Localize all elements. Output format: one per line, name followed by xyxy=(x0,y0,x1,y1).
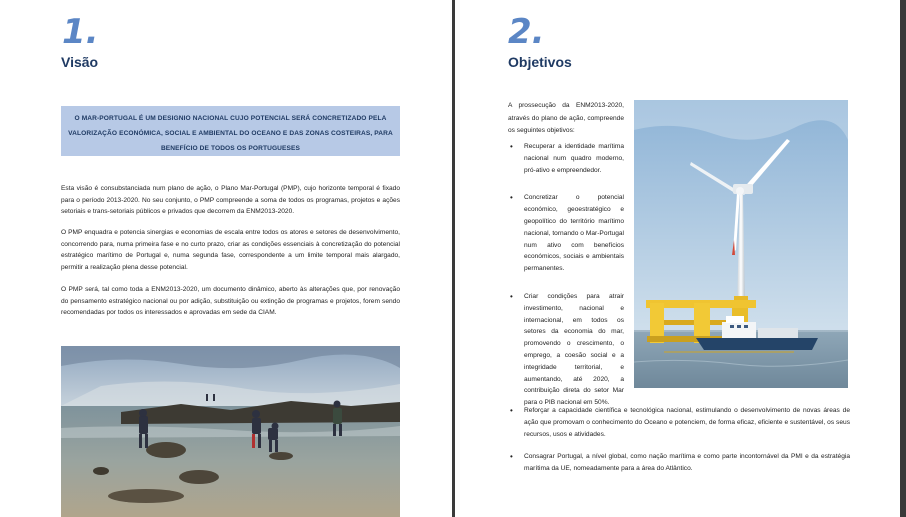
list-item: • Reforçar a capacidade científica e tecnológica nacional, estimulando o desenvolvimento de novas áreas de ação que promovam o conhecimento do Oceano e potenciem, de forma eficaz, eficiente e sustentável, os seus recursos, usos e atividades. xyxy=(508,405,850,440)
section-title: Objetivos xyxy=(508,54,572,70)
page-divider xyxy=(452,0,455,517)
page-edge xyxy=(900,0,906,517)
objectives-list-wide xyxy=(508,405,850,475)
list-item: • Consagrar Portugal, a nível global, como nação marítima e como parte incontornável da PMI e da estratégia marítima da UE, nomeadamente para a área do Atlântico. xyxy=(508,451,850,475)
objectives-list-narrow xyxy=(508,141,624,409)
list-item: • Criar condições para atrair investimento, nacional e internacional, em todos os setores da economia do mar, promovendo o crescimento, o emprego, a coesão social e a integridade territorial, e aumentando, até 2020, a contribuição direta do setor Mar para o PIB nacional em 50%. xyxy=(508,291,624,409)
objectives-intro: A prossecução da ENM2013-2020, através do plano de ação, compreende os seguintes objetivos: xyxy=(508,102,624,134)
list-item: • Recuperar a identidade marítima nacional num quadro moderno, pró-ativo e empreendedor. xyxy=(508,141,624,176)
list-item: • Concretizar o potencial económico, geoestratégico e geopolítico do território marítimo nacional, tornando o Mar-Portugal num ativo com benefícios económicos, sociais e ambientais permanentes. xyxy=(508,192,624,275)
paragraph-2: O PMP enquadra e potencia sinergias e economias de escala entre todos os atores e setores de desenvolvimento, concorrendo para, numa primeira fase e no curto prazo, criar as condições essenciais à concretização do potencial estratégico marítimo de Portugal e, numa segunda fase, correspondente a um limite temporal mais alargado, permitir a realização plena desse potencial. xyxy=(61,229,400,271)
section-number: 1. xyxy=(62,12,99,52)
section-number: 2. xyxy=(508,12,545,52)
paragraph-3: O PMP será, tal como toda a ENM2013-2020, um documento dinâmico, aberto às alterações que, por renovação do pensamento estratégico nacional ou por adição, substituição ou extinção de programas e projetos, forem sendo recomendadas por todos os interessados e aprovadas em sede da CIAM. xyxy=(61,286,400,317)
vision-highlight-box: O MAR-PORTUGAL É UM DESIGNIO NACIONAL CUJO POTENCIAL SERÁ CONCRETIZADO PELA VALORIZAÇÃO ECONÓMICA, SOCIAL E AMBIENTAL DO OCEANO E DAS ZONAS COSTEIRAS, PARA BENEFÍCIO DE TODOS OS PORTUGUESES xyxy=(61,106,400,156)
section-title: Visão xyxy=(61,54,99,70)
left-page xyxy=(0,0,452,517)
offshore-wind-turbine-photo xyxy=(634,100,848,388)
coastal-photo xyxy=(61,346,400,517)
paragraph-1: Esta visão é consubstanciada num plano de ação, o Plano Mar-Portugal (PMP), cujo horizonte temporal é fixado para o período 2013-2020. No seu conjunto, o PMP compreende a soma de todos os programas, projetos e ações setoriais e trans-setoriais públicos e privados que decorrem da ENM2013-2020. xyxy=(61,185,400,216)
